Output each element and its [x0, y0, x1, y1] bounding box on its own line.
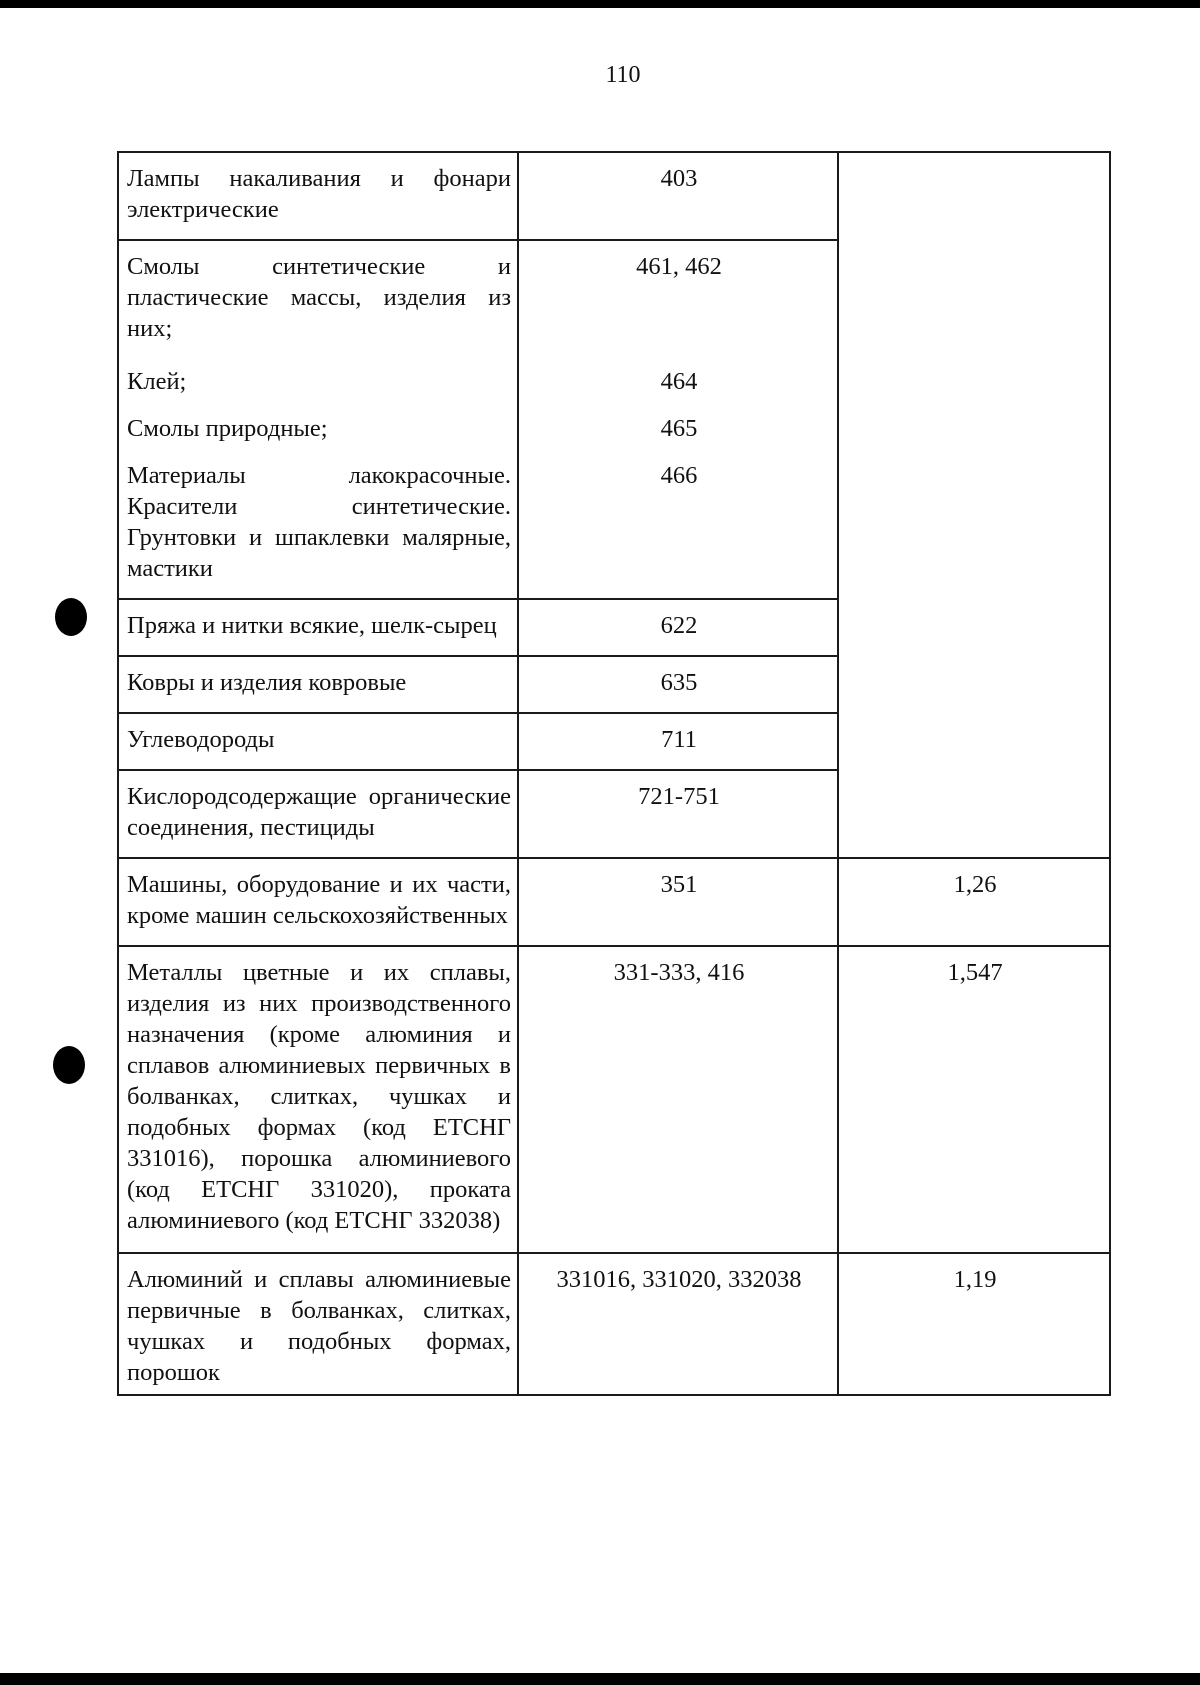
cargo-code: 464	[518, 358, 838, 405]
cargo-code: 351	[518, 858, 838, 946]
cargo-code: 622	[518, 599, 838, 656]
cargo-name: Металлы цветные и их сплавы, изделия из них производственного назначения (кроме алюминия и сплавов алюминиевых первичных в болванках, слитках, чушках и подобных формах (код ЕТСНГ 331016), порошка алюминиевого (код ЕТСНГ 331020), проката алюминиевого (код ЕТСНГ 332038)	[118, 946, 518, 1253]
cargo-code: 721-751	[518, 770, 838, 858]
cargo-code: 466	[518, 452, 838, 599]
coefficient-value: 1,19	[838, 1253, 1110, 1395]
page-number: 110	[605, 62, 641, 88]
cargo-name: Материалы лакокрасочные. Красители синтетические. Грунтовки и шпаклевки малярные, мастики	[118, 452, 518, 599]
table-row	[118, 858, 1110, 946]
table-row	[118, 946, 1110, 1253]
cargo-name: Лампы накаливания и фонари электрические	[118, 152, 518, 240]
coefficient-value: 1,26	[838, 858, 1110, 946]
cargo-code: 635	[518, 656, 838, 713]
scan-bottom-edge	[0, 1673, 1200, 1685]
cargo-name: Пряжа и нитки всякие, шелк-сырец	[118, 599, 518, 656]
punch-hole	[55, 598, 87, 636]
cargo-code: 331016, 331020, 332038	[518, 1253, 838, 1395]
cargo-name: Алюминий и сплавы алюминиевые первичные в болванках, слитках, чушках и подобных формах, порошок	[118, 1253, 518, 1395]
cargo-name: Смолы природные;	[118, 405, 518, 452]
coefficient-value: 1,547	[838, 946, 1110, 1253]
cargo-name: Ковры и изделия ковровые	[118, 656, 518, 713]
table-row	[118, 1253, 1110, 1395]
cargo-code: 461, 462	[518, 240, 838, 358]
scan-top-edge	[0, 0, 1200, 8]
cargo-code: 331-333, 416	[518, 946, 838, 1253]
cargo-name: Кислородсодержащие органические соединения, пестициды	[118, 770, 518, 858]
tariff-table	[117, 151, 1111, 1396]
cargo-code: 465	[518, 405, 838, 452]
cargo-name: Смолы синтетические и пластические массы, изделия из них;	[118, 240, 518, 358]
cargo-code: 711	[518, 713, 838, 770]
coefficient-cell	[838, 152, 1110, 858]
cargo-code: 403	[518, 152, 838, 240]
cargo-name: Машины, оборудование и их части, кроме машин сельскохозяйственных	[118, 858, 518, 946]
cargo-name: Клей;	[118, 358, 518, 405]
punch-hole	[53, 1046, 85, 1084]
cargo-name: Углеводороды	[118, 713, 518, 770]
table-row	[118, 152, 1110, 240]
